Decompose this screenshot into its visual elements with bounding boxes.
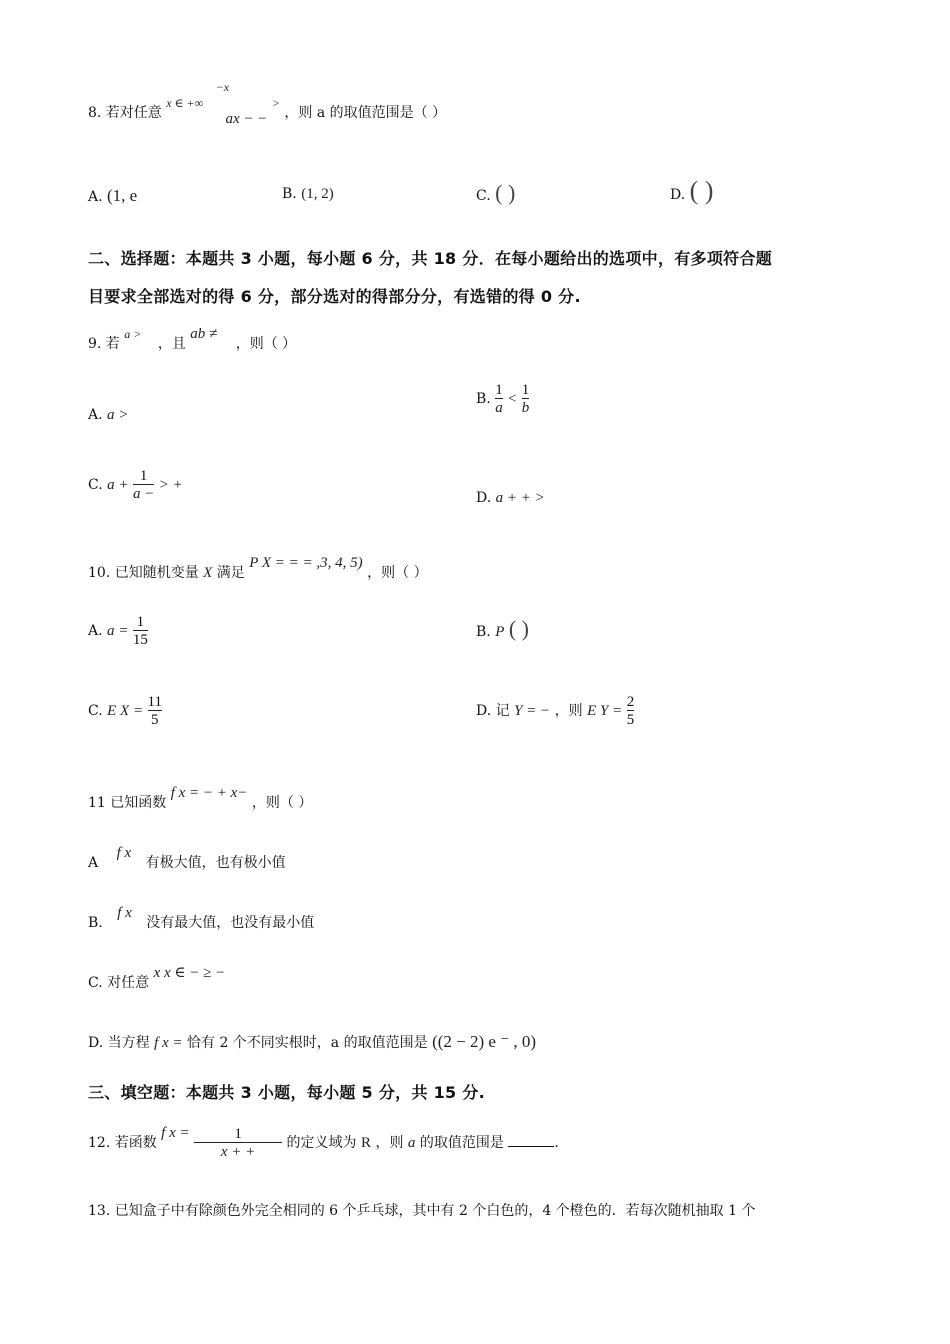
q9-option-c-frac	[133, 468, 154, 502]
q11-option-d-text: 当方程	[107, 1035, 150, 1051]
q8-option-d[interactable]	[670, 176, 713, 206]
question-13: 13. 已知盒子中有除颜色外完全相同的 6 个乒乓球，其中有 2 个白色的，4 个橙色的．若每次随机抽取 1 个	[88, 1203, 756, 1219]
q10-var: X	[203, 565, 213, 581]
q12-mid: 的定义域为	[286, 1135, 357, 1151]
q10-option-d-text-pre: 记	[495, 703, 510, 719]
q10-option-d-num: 2	[626, 694, 635, 710]
q12-answer-blank[interactable]	[508, 1146, 554, 1147]
q10-option-c-den: 5	[148, 710, 162, 728]
q9-math-a: a >	[124, 327, 142, 341]
section-2-heading-line1: 二、选择题：本题共 3 小题，每小题 6 分，共 18 分．在每小题给出的选项中，有多项符合题	[88, 249, 773, 268]
q10-option-c-num: 11	[147, 694, 162, 710]
q9-option-b[interactable]	[476, 382, 529, 416]
q9-option-b-frac1	[495, 382, 503, 416]
q10-option-b[interactable]	[476, 616, 529, 642]
q9-option-c-math-pre: a +	[107, 477, 129, 493]
q9-prefix: 9. 若	[88, 336, 120, 352]
q11-option-b-label: B.	[88, 915, 103, 931]
question-12	[88, 1126, 559, 1160]
q12-frac	[194, 1126, 282, 1160]
q10-option-d-text-mid: ，则	[554, 703, 583, 719]
q12-prefix: 12. 若函数	[88, 1135, 157, 1151]
q8-option-c-math: ( )	[495, 180, 516, 205]
q8-option-d-math: ( )	[689, 176, 714, 205]
q12-end: .	[554, 1135, 559, 1151]
q9-option-d[interactable]	[476, 490, 545, 507]
q9-option-a-math: a >	[107, 407, 129, 423]
q12-suffix1: ，则	[375, 1135, 404, 1151]
q11-option-b[interactable]	[88, 905, 315, 932]
q10-option-a-den: 15	[132, 632, 148, 648]
q9-option-b-num1: 1	[495, 382, 503, 398]
q8-math-sup: −x	[215, 80, 230, 94]
question-10	[88, 555, 428, 582]
section-3-heading: 三、填空题：本题共 3 小题，每小题 5 分，共 15 分.	[88, 1083, 486, 1102]
q8-math-a: x ∈ +∞	[166, 96, 204, 110]
q11-option-d-math2: ((2 − 2) e ⁻ , 0)	[432, 1032, 537, 1051]
q8-option-a[interactable]	[88, 186, 137, 206]
q10-option-c-math: E X =	[107, 703, 144, 719]
q8-option-c[interactable]	[476, 180, 515, 206]
q8-math-b: ax − −	[225, 111, 268, 127]
q10-option-b-label: B.	[476, 624, 491, 640]
q12-math: f x =	[161, 1125, 190, 1141]
q11-option-c-math: x x ∈ − ≥ −	[153, 965, 226, 981]
q9-suffix: ，则（ ）	[235, 336, 297, 352]
question-9	[88, 326, 297, 353]
q10-option-c[interactable]	[88, 694, 162, 728]
q11-option-a-label: A	[88, 855, 99, 871]
q12-var: a	[407, 1135, 416, 1151]
q10-option-d-frac	[627, 694, 635, 728]
q11-math: f x = − + x−	[170, 785, 248, 801]
q10-option-d-math-a: Y = −	[514, 703, 551, 719]
q8-option-a-label: A.	[88, 189, 103, 205]
q10-option-d-math-b: E Y =	[587, 703, 623, 719]
q10-option-a-frac	[133, 614, 148, 648]
q10-option-d[interactable]	[476, 694, 634, 728]
q8-prefix: 8. 若对任意	[88, 105, 162, 121]
q9-math-b: ab ≠	[190, 326, 218, 342]
q11-option-a-text: 有极大值，也有极小值	[145, 855, 286, 871]
q10-option-b-math: ( )	[508, 616, 529, 641]
q9-option-b-frac2	[522, 382, 530, 416]
q8-option-a-math: (1, e	[107, 186, 138, 205]
q9-option-c-label: C.	[88, 477, 103, 493]
q10-option-d-label: D.	[476, 703, 492, 719]
q8-math-gt: >	[271, 96, 280, 110]
q9-option-b-num2: 1	[521, 382, 530, 398]
q10-option-a-label: A.	[88, 623, 103, 639]
q8-option-d-label: D.	[670, 187, 686, 203]
q10-option-a-num: 1	[136, 614, 145, 630]
q12-suffix2: 的取值范围是	[419, 1135, 504, 1151]
q11-option-c[interactable]	[88, 965, 226, 992]
q12-num: 1	[234, 1126, 242, 1142]
q8-option-b[interactable]	[282, 186, 334, 203]
q9-option-b-den1: a	[495, 400, 503, 416]
q9-option-b-label: B.	[476, 391, 491, 407]
q11-option-d[interactable]	[88, 1032, 536, 1052]
q9-mid: ，且	[157, 336, 186, 352]
q8-option-c-label: C.	[476, 188, 491, 204]
q9-option-c-math-post: > +	[158, 477, 183, 493]
q10-math: P X = = = ,3, 4, 5)	[249, 555, 363, 571]
q9-option-c-num: 1	[139, 468, 148, 484]
q12-den: x + +	[194, 1142, 282, 1160]
q11-option-b-math: f x	[117, 905, 132, 921]
q10-option-b-math-pre: P	[495, 624, 505, 640]
q10-option-c-label: C.	[88, 703, 103, 719]
q11-option-b-text: 没有最大值，也没有最小值	[146, 915, 315, 931]
q9-option-c-den: a −	[132, 486, 155, 502]
q11-option-d-math: f x =	[154, 1035, 183, 1051]
q10-option-a-math: a =	[107, 623, 129, 639]
q10-option-d-den: 5	[626, 712, 635, 728]
q9-option-b-op: <	[507, 391, 518, 407]
q9-option-c[interactable]	[88, 468, 183, 502]
q11-option-d-text2: 恰有 2 个不同实根时，a 的取值范围是	[187, 1035, 428, 1051]
question-11	[88, 785, 313, 812]
q10-prefix: 10. 已知随机变量	[88, 565, 199, 581]
q9-option-a[interactable]	[88, 407, 128, 424]
q9-option-a-label: A.	[88, 407, 103, 423]
section-2-heading-line2: 目要求全部选对的得 6 分，部分选对的得部分分，有选错的得 0 分.	[88, 287, 581, 306]
q11-suffix: ，则（ ）	[251, 795, 313, 811]
q10-suffix: ，则（ ）	[367, 565, 428, 581]
q9-option-d-math: a + + >	[495, 490, 545, 506]
q9-option-b-den2: b	[521, 400, 530, 416]
q11-prefix: 11 已知函数	[88, 795, 167, 811]
q11-option-c-text: 对任意	[107, 975, 150, 991]
q8-option-b-label: B.	[282, 186, 297, 202]
q8-option-b-math: (1, 2)	[301, 186, 334, 202]
q11-option-a[interactable]	[88, 845, 286, 872]
q9-option-d-label: D.	[476, 490, 492, 506]
q8-suffix: ，则 a 的取值范围是（ ）	[284, 105, 447, 121]
q10-option-c-frac	[148, 694, 162, 728]
q11-option-d-label: D.	[88, 1035, 104, 1051]
q10-mid: 满足	[216, 565, 245, 581]
q10-option-a[interactable]	[88, 614, 148, 648]
question-8	[88, 80, 447, 127]
q12-domain-r: R	[360, 1135, 371, 1151]
q11-option-a-math: f x	[116, 845, 132, 861]
q11-option-c-label: C.	[88, 975, 103, 991]
